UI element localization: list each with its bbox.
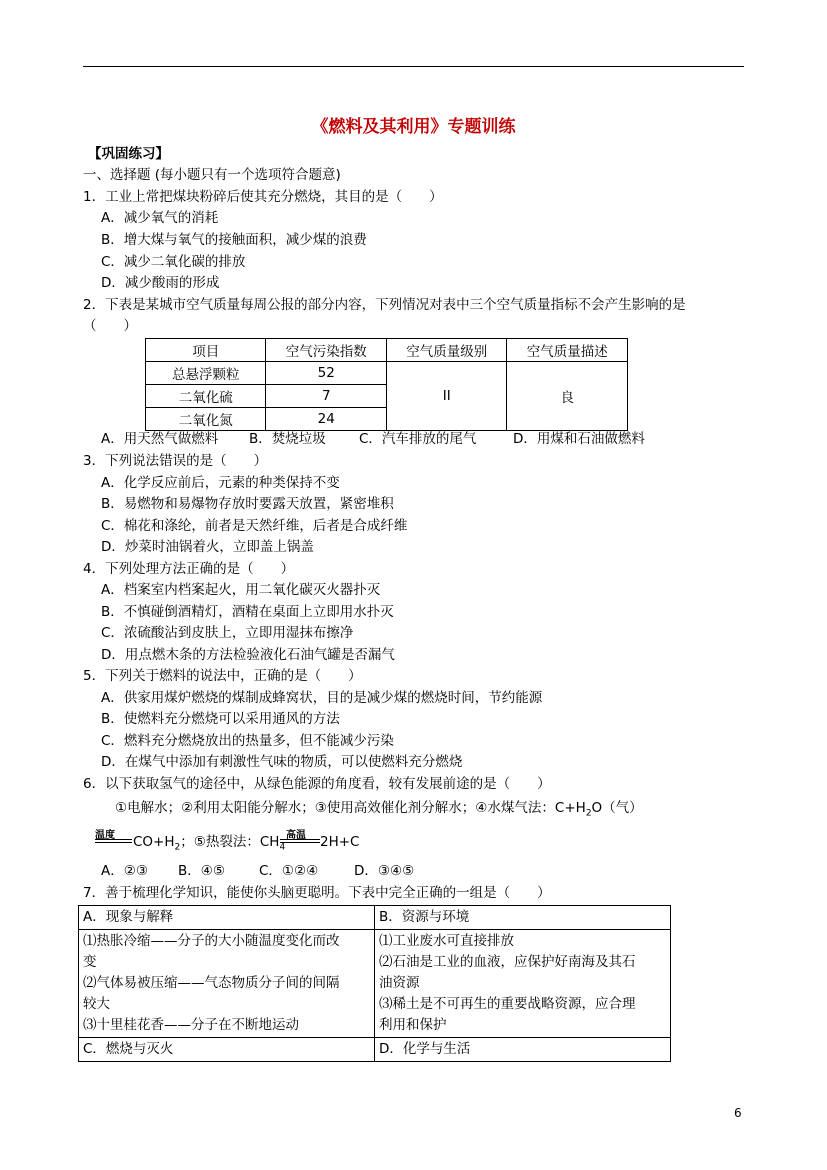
q6-stem: 6．以下获取氢气的途径中，从绿色能源的角度看，较有发展前途的是（ ） [83,776,551,792]
q5-option-c: C．燃料充分燃烧放出的热量多，但不能减少污染 [101,733,394,749]
cell-b-title: B．资源与环境 [375,906,671,930]
table-header: 空气质量描述 [507,339,628,362]
q1-option-b: B．增大煤与氧气的接触面积，减少煤的浪费 [101,232,367,248]
table-cell: 总悬浮颗粒 [146,362,266,385]
q1-option-c: C．减少二氧化碳的排放 [101,254,246,270]
q5-option-a: A．供家用煤炉燃烧的煤制成蜂窝状，目的是减少煤的燃烧时间，节约能源 [101,690,543,706]
quality-desc-cell: 良 [507,362,628,431]
q6-equation-product: 2H+C [320,834,360,850]
air-quality-table [145,338,628,431]
q2-stem: 2．下表是某城市空气质量每周公报的部分内容，下列情况对表中三个空气质量指标不会产生影响的是 [83,297,686,313]
q3-option-b: B．易燃物和易爆物存放时要露天放置，紧密堆积 [101,496,394,512]
table-cell: 7 [266,385,387,408]
q6-option-b: B．④⑤ [178,863,225,879]
table-cell: 二氧化氮 [146,408,266,431]
q5-stem: 5．下列关于燃料的说法中，正确的是（ ） [83,668,362,684]
cell-a-content: ⑴热胀冷缩——分子的大小随温度变化而改 变 ⑵气体易被压缩——气态物质分子间的间隔 较大 ⑶十里桂花香——分子在不断地运动 [79,930,375,1038]
q5-option-d: D．在煤气中添加有刺激性气味的物质，可以使燃料充分燃烧 [101,754,463,770]
q3-stem: 3．下列说法错误的是（ ） [83,453,268,469]
knowledge-table [78,905,671,1062]
cell-d-title: D．化学与生活 [375,1038,671,1062]
q3-option-a: A．化学反应前后，元素的种类保持不变 [101,475,340,491]
q1-stem: 1．工业上常把煤块粉碎后使其充分燃烧，其目的是（ ） [83,189,443,205]
table-header: 空气污染指数 [266,339,387,362]
q3-option-c: C．棉花和涤纶，前者是天然纤维，后者是合成纤维 [101,518,408,534]
q2-stem-cont: （ ） [83,318,137,334]
section-heading: 【巩固练习】 [88,146,169,162]
cell-a-title: A．现象与解释 [79,906,375,930]
condition-label: 温度 [95,830,115,841]
q6-methods-line: ①电解水；②利用太阳能分解水；③使用高效催化剂分解水；④水煤气法：$C+H_2O$（气） [115,800,643,819]
q2-option-a: A．用天然气做燃料 [101,431,219,447]
cell-c-title: C．燃烧与灭火 [79,1038,375,1062]
header-rule [83,66,744,67]
table-cell: 24 [266,408,387,431]
quality-level-cell: II [386,362,506,431]
q1-option-d: D．减少酸雨的形成 [101,275,220,291]
q2-option-d: D．用煤和石油做燃料 [513,431,645,447]
q3-option-d: D．炒菜时油锅着火，立即盖上锅盖 [101,539,314,555]
q5-option-b: B．使燃料充分燃烧可以采用通风的方法 [101,711,340,727]
q1-option-a: A．减少氧气的消耗 [101,210,219,226]
q4-option-c: C．浓硫酸沾到皮肤上，立即用湿抹布擦净 [101,625,354,641]
q6-option-c: C．①②④ [259,863,319,879]
q4-option-a: A．档案室内档案起火，用二氧化碳灭火器扑灭 [101,582,381,598]
q6-equation-line: $CO+H_2$；⑤热裂法：$CH_4$ [133,834,286,853]
table-cell: 52 [266,362,387,385]
page-title: 《燃料及其利用》专题训练 [311,117,516,137]
q4-option-b: B．不慎碰倒酒精灯，酒精在桌面上立即用水扑灭 [101,604,394,620]
q7-stem: 7．善于梳理化学知识，能使你头脑更聪明。下表中完全正确的一组是（ ） [83,885,551,901]
page-number: 6 [734,1106,742,1120]
table-cell: 二氧化硫 [146,385,266,408]
cell-b-content: ⑴工业废水可直接排放 ⑵石油是工业的血液，应保护好南海及其石 油资源 ⑶稀土是不可再生的重要战略资源，应合理 利用和保护 [375,930,671,1038]
q6-option-d: D．③④⑤ [354,863,415,879]
q4-option-d: D．用点燃木条的方法检验液化石油气罐是否漏气 [101,647,395,663]
q2-option-b: B．焚烧垃圾 [249,431,326,447]
q2-option-c: C．汽车排放的尾气 [359,431,477,447]
part-heading: 一、选择题 (每小题只有一个选项符合题意) [83,167,341,183]
table-header: 项目 [146,339,266,362]
condition-label: 高温 [286,830,306,841]
q4-stem: 4．下列处理方法正确的是（ ） [83,561,295,577]
q6-option-a: A．②③ [101,863,148,879]
table-header: 空气质量级别 [386,339,506,362]
